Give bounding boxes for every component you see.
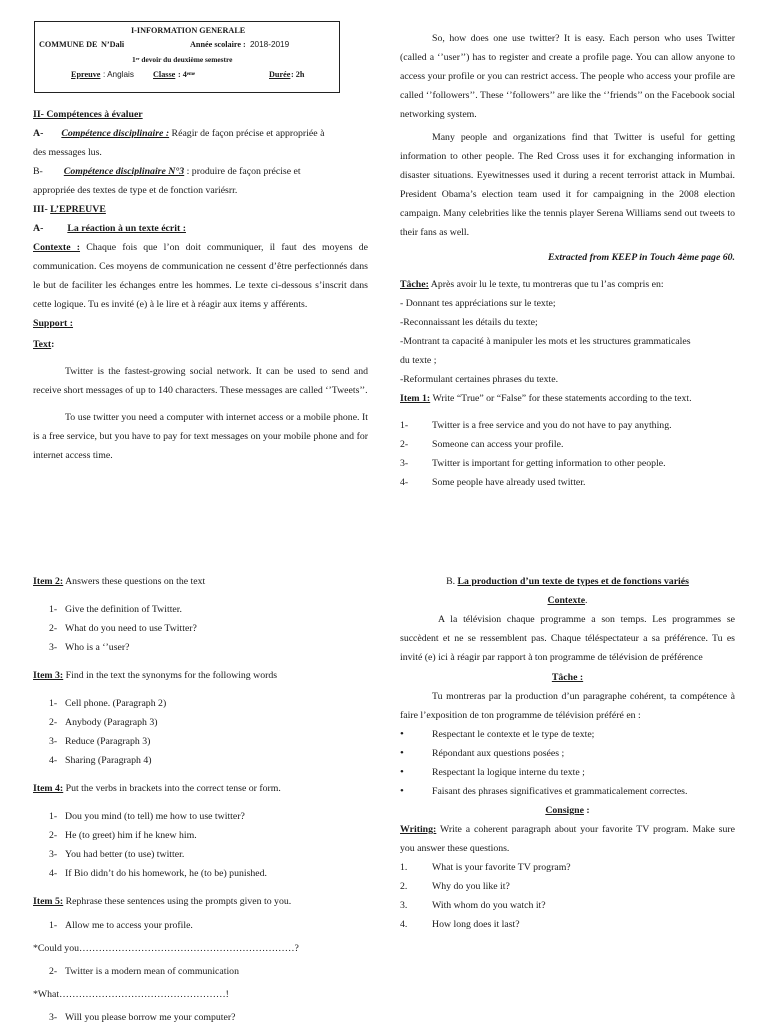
left-bottom-column [33,572,368,1027]
competence-b-text1: : produire de façon précise et [184,166,301,177]
item-number: 1- [49,811,58,822]
writing-label: Writing: [400,824,437,835]
reaction-prefix: A- [33,223,44,234]
section3-title [33,200,368,219]
item-text: Twitter is a modern mean of communication [65,966,239,977]
reaction-label: La réaction à un texte écrit : [67,223,186,234]
item-text: Twitter is important for getting information to other people. [432,458,666,469]
item-text: How long does it last? [432,919,520,930]
item-text: Some people have already used twitter. [432,477,586,488]
item-number: 2. [400,881,408,892]
text-paragraph-3: So, how does one use twitter? It is easy. Each person who uses Twitter (called a ‘’user’’) has to register and create a profile page. You can allow anyone to access your profile or you can restrict access. The people who access your profile are called ‘’followers’’. These ‘’followers’’ are like the ‘’friends’’ on the Facebook social networking system. [400,33,735,120]
item-text: Respectant la logique interne du texte ; [432,767,585,778]
item5-prompt-1: *Could you…………………………………………………………? [33,943,299,954]
item1-instruction [400,389,735,408]
item4-instruction [33,779,368,798]
competence-a-label: Compétence disciplinaire : [61,128,170,139]
item-number: 2- [49,717,58,728]
list-item [400,454,735,473]
consigne-colon: : [583,805,590,816]
reaction-title [33,219,368,238]
item-text: Someone can access your profile. [432,439,564,450]
contexte-text: Chaque fois que l’on doit communiquer, il faut des moyens de communication. Ces moyens de communication ne cessent d’être perfectionnés dans le but de faciliter les échanges entre les hommes. Le texte ci-dessous s’inscrit dans cette logique. Tu es invité (e) à le lire et à réagir aux items y afférents. [33,242,368,310]
production-label: La production d’un texte de types et de fonctions variés [457,576,689,587]
tache-b-title: Tâche : [551,672,584,683]
item-text: Faisant des phrases significatives et grammaticalement correctes. [432,786,688,797]
item-number: 3- [49,736,58,747]
duree-label: Durée [269,70,291,79]
list-item [400,858,735,877]
item2-text: Answers these questions on the text [63,576,206,587]
bullet-icon: • [400,766,404,778]
item3-label: Item 3: [33,670,64,681]
list-item [400,416,735,435]
tache-item-1: - Donnant tes appréciations sur le texte; [400,298,556,309]
tache-item-4: du texte ; [400,355,437,366]
item-number: 3- [400,458,409,469]
item-number: 2- [49,830,58,841]
item3-list [33,694,368,770]
info-header-box [34,21,340,93]
epreuve-label: Epreuve [71,70,101,79]
text-colon: : [51,339,55,350]
item-number: 3- [49,1012,58,1023]
list-item [33,694,368,713]
left-top-column [33,105,368,465]
section3-prefix: III- [33,204,48,215]
tache-text: Après avoir lu le texte, tu montreras que tu l’as compris en: [428,279,664,290]
commune-label: COMMUNE DE [39,40,98,49]
list-item [33,916,368,935]
item1-label: Item 1: [400,393,431,404]
list-item [400,435,735,454]
list-item [400,877,735,896]
item-number: 4. [400,919,408,930]
item-text: Will you please borrow me your computer? [65,1012,236,1023]
bullet-icon: • [400,728,404,740]
item-text: Respectant le contexte et le type de texte; [432,729,595,740]
support-label: Support : [33,318,74,329]
item-text: You had better (to use) twitter. [65,849,185,860]
commune-value: N’Dali [101,40,125,49]
competence-b-prefix: B- [33,166,43,177]
item1-list [400,416,735,492]
item-text: With whom do you watch it? [432,900,546,911]
competence-a-prefix: A- [33,128,44,139]
item-number: 1- [49,604,58,615]
list-item [400,763,735,782]
item-text: Twitter is a free service and you do not have to pay anything. [432,420,672,431]
year-value: 2018-2019 [250,40,290,49]
info-title: I-INFORMATION GENERALE [131,26,246,35]
item-number: 1. [400,862,408,873]
tache-b-text: Tu montreras par la production d’un paragraphe cohérent, ta compétence à faire l’exposition de ton programme de télévision préféré en : [400,691,735,721]
text-heading [33,335,368,354]
list-item [400,725,735,744]
item-number: 1- [400,420,409,431]
list-item [33,600,368,619]
consigne-heading [400,801,735,820]
item-number: 3. [400,900,408,911]
item1-text: Write “True” or “False” for these statements according to the text. [430,393,692,404]
list-item [33,826,368,845]
tache-line [400,275,735,294]
item4-list [33,807,368,883]
competence-b [33,162,368,200]
bullet-icon: • [400,785,404,797]
list-item [33,845,368,864]
item4-label: Item 4: [33,783,64,794]
list-item [400,915,735,934]
duree-value: : 2h [291,70,305,79]
list-item [33,807,368,826]
list-item [33,962,368,981]
text-paragraph-2: To use twitter you need a computer with internet access or a mobile phone. It is a free service, but you have to pay for text messages on your mobile phone and for internet access time. [33,412,368,461]
text-paragraph-1: Twitter is the fastest-growing social network. It can be used to send and receive short messages of up to 140 characters. These messages are called ‘’Tweets’’. [33,366,368,396]
item-text: If Bio didn’t do his homework, he (to be) punished. [65,868,267,879]
classe-label: Classe [153,70,176,79]
source-citation: Extracted from KEEP in Touch 4ème page 60. [547,252,735,263]
contexte-title: Contexte [547,595,586,606]
list-item [33,732,368,751]
item2-label: Item 2: [33,576,64,587]
item-text: Répondant aux questions posées ; [432,748,565,759]
item3-text: Find in the text the synonyms for the following words [63,670,278,681]
contexte-dot: . [585,595,588,606]
list-item [33,638,368,657]
item5-instruction [33,892,368,911]
list-item [400,782,735,801]
production-prefix: B. [446,576,456,587]
item-number: 1- [49,698,58,709]
tache-item-3: -Montrant ta capacité à manipuler les mots et les structures grammaticales [400,336,691,347]
competence-b-text2: appropriée des textes de type et de fonction variésrr. [33,185,238,196]
production-title [400,572,735,591]
right-bottom-column [400,572,735,934]
tache-item-2: -Reconnaissant les détails du texte; [400,317,538,328]
item-number: 2- [49,623,58,634]
item-number: 3- [49,849,58,860]
item2-list [33,600,368,657]
list-item [33,619,368,638]
item-number: 2- [49,966,58,977]
contexte-paragraph [33,238,368,314]
section3-label: L’EPREUVE [50,204,106,215]
item-number: 4- [400,477,409,488]
item-text: Dou you mind (to tell) me how to use twitter? [65,811,245,822]
item-text: What is your favorite TV program? [432,862,571,873]
list-item [400,744,735,763]
contexte-heading [400,591,735,610]
item-text: Give the definition of Twitter. [65,604,182,615]
item5-label: Item 5: [33,896,64,907]
item3-instruction [33,666,368,685]
item-number: 4- [49,868,58,879]
contexte-b-paragraph: A la télévision chaque programme a son temps. Les programmes se succèdent et ne se ressemblent pas. Chaque téléspectateur a sa préférence. Tu es invité (e) ici à réagir par rapport à ton programme de télévision de préférence [400,614,735,663]
item-text: Allow me to access your profile. [65,920,193,931]
item5-prompt-2: *What……………………………………………! [33,989,229,1000]
list-item [33,713,368,732]
competence-b-label: Compétence disciplinaire N°3 [63,166,185,177]
item-text: Reduce (Paragraph 3) [65,736,151,747]
item-text: What do you need to use Twitter? [65,623,197,634]
list-item [33,864,368,883]
year-label: Année scolaire : [190,40,246,49]
criteria-list [400,725,735,801]
text-paragraph-4: Many people and organizations find that Twitter is useful for getting information to other people. The Red Cross uses it for exchanging information in disaster situations. Eyewitnesses used it during a recent terrorist attack in Mumbai. President Obama’s election team used it for campaigning in the 2008 election campaign. Many celebrities like the tennis player Serena Williams send out tweets to their fans as well. [400,132,735,238]
devoir-label: 1ᵉʳ devoir du deuxième semestre [132,55,233,64]
bullet-icon: • [400,747,404,759]
item-text: Sharing (Paragraph 4) [65,755,152,766]
tache-label: Tâche: [400,279,429,290]
item4-text: Put the verbs in brackets into the correct tense or form. [63,783,281,794]
item-text: Why do you like it? [432,881,510,892]
writing-questions [400,858,735,934]
item-number: 1- [49,920,58,931]
right-top-column [400,29,735,492]
item-number: 4- [49,755,58,766]
item-text: He (to greet) him if he knew him. [65,830,197,841]
contexte-label: Contexte : [33,242,81,253]
item2-instruction [33,572,368,591]
item-text: Anybody (Paragraph 3) [65,717,158,728]
classe-value: : 4ᵉᵐᵉ [178,70,196,79]
competence-a-text1: Réagir de façon précise et appropriée à [169,128,325,139]
section2-title: II- Compétences à évaluer [33,109,143,120]
competence-a [33,124,368,162]
competence-a-text2: des messages lus. [33,147,102,158]
writing-text: Write a coherent paragraph about your favorite TV program. Make sure you answer these questions. [400,824,735,854]
item-number: 3- [49,642,58,653]
item-number: 2- [400,439,409,450]
writing-paragraph [400,820,735,858]
text-label: Text [33,339,52,350]
tache-item-5: -Reformulant certaines phrases du texte. [400,374,559,385]
list-item [33,751,368,770]
consigne-title: Consigne [545,805,584,816]
list-item [400,896,735,915]
list-item [400,473,735,492]
item-text: Cell phone. (Paragraph 2) [65,698,167,709]
item-text: Who is a ‘’user? [65,642,130,653]
item5-text: Rephrase these sentences using the prompts given to you. [63,896,292,907]
list-item [33,1008,368,1027]
epreuve-value: : Anglais [103,70,134,79]
